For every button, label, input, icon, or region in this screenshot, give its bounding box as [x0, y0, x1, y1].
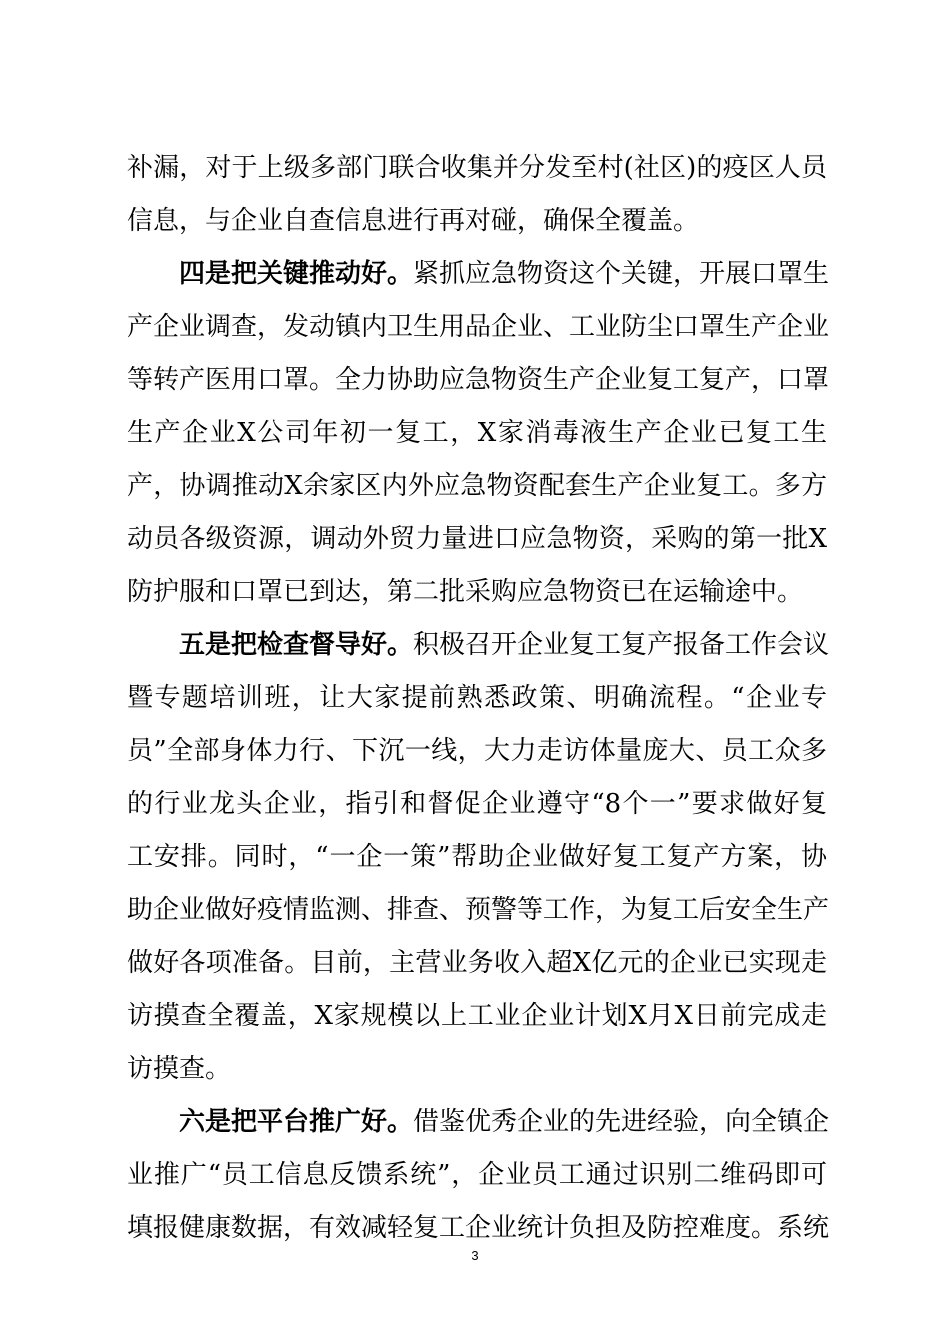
body-line [127, 309, 830, 345]
body-line [127, 786, 827, 822]
line-text: 工安排。同时，“一企一策”帮助企业做好复工复产方案，协 [127, 842, 827, 872]
line-text: 做好各项准备。目前，主营业务收入超X亿元的企业已实现走 [127, 948, 827, 978]
body-line [127, 1157, 827, 1193]
line-text: 防护服和口罩已到达，第二批采购应急物资已在运输途中。 [127, 577, 804, 607]
body-line [127, 945, 827, 981]
line-text: 生产企业X公司年初一复工，X家消毒液生产企业已复工生 [127, 418, 827, 448]
body-line [127, 203, 827, 239]
body-line [127, 1051, 827, 1087]
body-line [127, 680, 827, 716]
line-text: 业推广“员工信息反馈系统”，企业员工通过识别二维码即可 [127, 1160, 827, 1190]
paragraph-lead-line [179, 1104, 830, 1140]
line-text: 借鉴优秀企业的先进经验，向全镇企 [413, 1107, 830, 1137]
body-line [127, 574, 827, 610]
line-text: 暨专题培训班，让大家提前熟悉政策、明确流程。“企业专 [127, 683, 827, 713]
paragraph-heading: 六是把平台推广好。 [179, 1107, 414, 1137]
line-text: 填报健康数据，有效减轻复工企业统计负担及防控难度。系统 [127, 1213, 830, 1243]
paragraph-lead-line [179, 256, 830, 292]
line-text: 紧抓应急物资这个关键，开展口罩生 [413, 259, 830, 289]
line-text: 信息，与企业自查信息进行再对碰，确保全覆盖。 [127, 206, 700, 236]
body-line [127, 1210, 830, 1246]
line-text: 补漏，对于上级多部门联合收集并分发至村(社区)的疫区人员 [127, 153, 827, 183]
body-line [127, 150, 827, 186]
body-line [127, 733, 827, 769]
line-text: 员”全部身体力行、下沉一线，大力走访体量庞大、员工众多 [127, 736, 827, 766]
paragraph-heading: 五是把检查督导好。 [179, 630, 414, 660]
line-text: 访摸查全覆盖，X家规模以上工业企业计划X月X日前完成走 [127, 1001, 827, 1031]
line-text: 助企业做好疫情监测、排查、预警等工作，为复工后安全生产 [127, 895, 830, 925]
paragraph-lead-line [179, 627, 830, 663]
body-line [127, 362, 830, 398]
body-line [127, 415, 827, 451]
line-text: 产企业调查，发动镇内卫生用品企业、工业防尘口罩生产企业 [127, 312, 830, 342]
line-text: 动员各级资源，调动外贸力量进口应急物资，采购的第一批X [127, 524, 827, 554]
body-line [127, 998, 827, 1034]
line-text: 的行业龙头企业，指引和督促企业遵守“8个一”要求做好复 [127, 789, 827, 819]
line-text: 等转产医用口罩。全力协助应急物资生产企业复工复产，口罩 [127, 365, 830, 395]
body-line [127, 892, 830, 928]
body-line [127, 521, 827, 557]
line-text: 产，协调推动X余家区内外应急物资配套生产企业复工。多方 [127, 471, 827, 501]
line-text: 积极召开企业复工复产报备工作会议 [413, 630, 830, 660]
line-text: 访摸查。 [127, 1054, 232, 1084]
body-line [127, 468, 827, 504]
paragraph-heading: 四是把关键推动好。 [179, 259, 414, 289]
page-number: 3 [471, 1248, 479, 1263]
body-line [127, 839, 827, 875]
